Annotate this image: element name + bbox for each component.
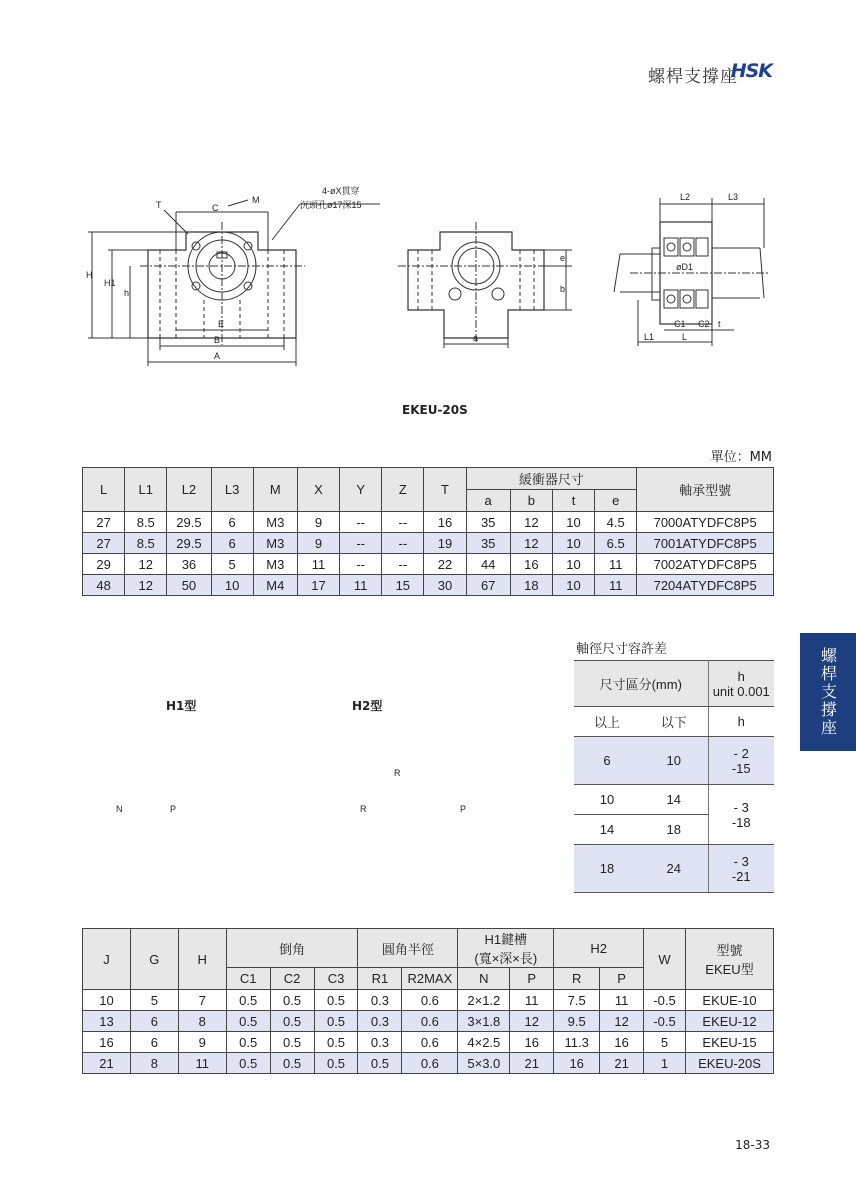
dim-label-l2: L2 bbox=[680, 192, 691, 202]
tol-head-range: 尺寸區分(mm) bbox=[574, 661, 708, 707]
dim-label-h: H bbox=[86, 270, 93, 280]
technical-drawings bbox=[0, 0, 856, 420]
table-cell: 11 bbox=[510, 990, 554, 1011]
table-cell: 9 bbox=[297, 512, 339, 533]
col-header-bearing: 軸承型號 bbox=[637, 468, 774, 512]
dim-label-h-small: h bbox=[124, 288, 130, 298]
table-cell: EKEU-12 bbox=[686, 1011, 774, 1032]
tol-sub-h: h bbox=[708, 707, 774, 737]
col-header-model: 型號 EKEU型 bbox=[686, 929, 774, 990]
dim-label-m: M bbox=[252, 195, 260, 205]
col-header: X bbox=[297, 468, 339, 512]
dim-label-od1: øD1 bbox=[676, 262, 694, 272]
table-cell: 12 bbox=[510, 512, 552, 533]
table-row bbox=[83, 1032, 774, 1053]
table-cell: 29.5 bbox=[167, 512, 211, 533]
table-cell: 0.6 bbox=[402, 1053, 458, 1074]
table-cell: 22 bbox=[424, 554, 466, 575]
col-subheader: P bbox=[510, 968, 554, 990]
table-cell: 0.5 bbox=[314, 1011, 358, 1032]
table-cell: 13 bbox=[83, 1011, 131, 1032]
table-cell: 35 bbox=[466, 512, 510, 533]
col-subheader: R1 bbox=[358, 968, 402, 990]
tol-sub-to: 以下 bbox=[640, 707, 708, 737]
table-cell: 10 bbox=[552, 554, 594, 575]
table-cell: 7204ATYDFC8P5 bbox=[637, 575, 774, 596]
dimension-table bbox=[82, 467, 774, 596]
h2-type-title: H2型 bbox=[352, 699, 383, 713]
tol-cell-h-merged: - 3 -18 bbox=[708, 785, 774, 845]
dim-label-e-center: e bbox=[560, 253, 566, 263]
table-cell: 16 bbox=[83, 1032, 131, 1053]
table-cell: 67 bbox=[466, 575, 510, 596]
table-cell: 5 bbox=[211, 554, 253, 575]
table-cell: 27 bbox=[83, 512, 125, 533]
tol-sub-from: 以上 bbox=[574, 707, 640, 737]
col-group-chamfer: 倒角 bbox=[226, 929, 358, 968]
front-view-drawing bbox=[88, 200, 380, 366]
table-cell: 29.5 bbox=[167, 533, 211, 554]
table-cell: 21 bbox=[600, 1053, 644, 1074]
table-cell: 10 bbox=[552, 533, 594, 554]
table-cell: 0.6 bbox=[402, 1032, 458, 1053]
dim-label-a-center: a bbox=[473, 333, 479, 343]
table-row bbox=[83, 554, 774, 575]
dim-label-h1: H1 bbox=[104, 278, 116, 288]
table-cell: 17 bbox=[297, 575, 339, 596]
table-cell: 35 bbox=[466, 533, 510, 554]
table-cell: 27 bbox=[83, 533, 125, 554]
table-cell: 0.3 bbox=[358, 1032, 402, 1053]
table-cell: -- bbox=[340, 512, 382, 533]
label-p-h1: P bbox=[170, 804, 177, 814]
table-cell: 11 bbox=[595, 554, 637, 575]
tol-cell: 14 bbox=[574, 815, 640, 845]
table-cell: -- bbox=[340, 533, 382, 554]
tol-head-h: h unit 0.001 bbox=[708, 661, 774, 707]
table-row bbox=[83, 1011, 774, 1032]
col-header: Y bbox=[340, 468, 382, 512]
table-cell: 10 bbox=[552, 512, 594, 533]
table-cell: 5 bbox=[644, 1032, 686, 1053]
table-cell: 16 bbox=[600, 1032, 644, 1053]
table-cell: 8 bbox=[178, 1011, 226, 1032]
col-header: L3 bbox=[211, 468, 253, 512]
center-view-drawing bbox=[398, 222, 572, 348]
table-cell: -- bbox=[340, 554, 382, 575]
table-cell: 7000ATYDFC8P5 bbox=[637, 512, 774, 533]
dim-label-l1: L1 bbox=[644, 332, 655, 342]
table-cell: 29 bbox=[83, 554, 125, 575]
col-subheader: b bbox=[510, 490, 552, 512]
table-cell: EKUE-10 bbox=[686, 990, 774, 1011]
table-cell: M3 bbox=[253, 512, 297, 533]
table-cell: 12 bbox=[510, 533, 552, 554]
table-cell: -- bbox=[382, 533, 424, 554]
col-header: T bbox=[424, 468, 466, 512]
side-tab-label: 螺桿支撐座 bbox=[818, 647, 838, 737]
col-header: L bbox=[83, 468, 125, 512]
page-number: 18-33 bbox=[735, 1138, 770, 1152]
tol-cell-h: - 3 -21 bbox=[708, 845, 774, 893]
table-cell: 0.5 bbox=[270, 1032, 314, 1053]
table-row bbox=[83, 990, 774, 1011]
unit-label: 單位：MM bbox=[710, 450, 772, 465]
table-cell: 9 bbox=[297, 533, 339, 554]
table-cell: 8 bbox=[130, 1053, 178, 1074]
tol-cell: 10 bbox=[640, 737, 708, 785]
note-counterbore: 沉頭孔ø17深15 bbox=[300, 200, 362, 210]
h1-type-title: H1型 bbox=[166, 699, 197, 713]
table-cell: -- bbox=[382, 512, 424, 533]
page-header-title: 螺桿支撐座 bbox=[648, 67, 738, 87]
label-p-h2: P bbox=[460, 804, 467, 814]
table-cell: 4.5 bbox=[595, 512, 637, 533]
table-cell: 12 bbox=[125, 554, 167, 575]
col-header: H bbox=[178, 929, 226, 990]
table-cell: 7001ATYDFC8P5 bbox=[637, 533, 774, 554]
table-row bbox=[83, 575, 774, 596]
col-subheader: N bbox=[458, 968, 510, 990]
table-cell: 11.3 bbox=[554, 1032, 600, 1053]
col-subheader: R2MAX bbox=[402, 968, 458, 990]
table-cell: 5×3.0 bbox=[458, 1053, 510, 1074]
col-group-header: 緩衝器尺寸 bbox=[466, 468, 637, 490]
dim-label-b-center: b bbox=[560, 284, 566, 294]
col-header: J bbox=[83, 929, 131, 990]
label-r-vertical: R bbox=[394, 768, 401, 778]
table-cell: 12 bbox=[600, 1011, 644, 1032]
col-header: M bbox=[253, 468, 297, 512]
table-cell: 16 bbox=[554, 1053, 600, 1074]
tolerance-table bbox=[574, 660, 774, 893]
table-cell: 6 bbox=[211, 512, 253, 533]
dim-label-t-side: t bbox=[718, 319, 721, 329]
table-cell: 15 bbox=[382, 575, 424, 596]
tol-cell: 18 bbox=[574, 845, 640, 893]
table-cell: 0.5 bbox=[226, 1011, 270, 1032]
col-subheader: a bbox=[466, 490, 510, 512]
table-cell: 4×2.5 bbox=[458, 1032, 510, 1053]
label-r-horizontal: R bbox=[360, 804, 367, 814]
table-cell: 6.5 bbox=[595, 533, 637, 554]
dim-label-l3: L3 bbox=[728, 192, 739, 202]
table-cell: 12 bbox=[510, 1011, 554, 1032]
shaft-table bbox=[82, 928, 774, 1074]
table-cell: 50 bbox=[167, 575, 211, 596]
table-cell: 7002ATYDFC8P5 bbox=[637, 554, 774, 575]
table-cell: 12 bbox=[125, 575, 167, 596]
dim-label-t: T bbox=[156, 200, 162, 210]
table-cell: 0.5 bbox=[226, 1053, 270, 1074]
table-cell: 16 bbox=[510, 1032, 554, 1053]
table-cell: 19 bbox=[424, 533, 466, 554]
dim-label-b: B bbox=[214, 335, 221, 345]
table-cell: 6 bbox=[211, 533, 253, 554]
table-cell: 0.5 bbox=[314, 1053, 358, 1074]
dim-label-l: L bbox=[682, 332, 688, 342]
col-header-w: W bbox=[644, 929, 686, 990]
col-subheader: t bbox=[552, 490, 594, 512]
table-cell: 48 bbox=[83, 575, 125, 596]
table-cell: 10 bbox=[83, 990, 131, 1011]
col-subheader: R bbox=[554, 968, 600, 990]
table-row bbox=[83, 512, 774, 533]
table-cell: 3×1.8 bbox=[458, 1011, 510, 1032]
table-cell: M3 bbox=[253, 533, 297, 554]
tol-cell: 14 bbox=[640, 785, 708, 815]
table-cell: 5 bbox=[130, 990, 178, 1011]
table-cell: 2×1.2 bbox=[458, 990, 510, 1011]
table-cell: 0.5 bbox=[314, 990, 358, 1011]
tol-cell: 18 bbox=[640, 815, 708, 845]
tol-cell: 10 bbox=[574, 785, 640, 815]
table-cell: 7 bbox=[178, 990, 226, 1011]
table-cell: 11 bbox=[340, 575, 382, 596]
dim-label-e: E bbox=[218, 319, 225, 329]
table-cell: 8.5 bbox=[125, 512, 167, 533]
table-cell: 0.5 bbox=[270, 1053, 314, 1074]
tolerance-title: 軸徑尺寸容許差 bbox=[576, 642, 668, 657]
tol-cell: 24 bbox=[640, 845, 708, 893]
table-cell: 16 bbox=[510, 554, 552, 575]
drawing-caption: EKEU-20S bbox=[402, 403, 468, 417]
table-cell: 0.3 bbox=[358, 990, 402, 1011]
table-cell: 11 bbox=[595, 575, 637, 596]
table-cell: EKEU-15 bbox=[686, 1032, 774, 1053]
table-cell: 0.6 bbox=[402, 1011, 458, 1032]
table-cell: 6 bbox=[130, 1011, 178, 1032]
table-row bbox=[83, 1053, 774, 1074]
col-header: Z bbox=[382, 468, 424, 512]
table-cell: 0.5 bbox=[270, 1011, 314, 1032]
table-cell: 0.5 bbox=[226, 1032, 270, 1053]
table-cell: 0.6 bbox=[402, 990, 458, 1011]
col-subheader: P bbox=[600, 968, 644, 990]
table-cell: 0.5 bbox=[314, 1032, 358, 1053]
col-header: L1 bbox=[125, 468, 167, 512]
table-cell: 36 bbox=[167, 554, 211, 575]
note-through-hole: 4-øX貫穿 bbox=[322, 186, 360, 196]
table-cell: -0.5 bbox=[644, 1011, 686, 1032]
table-cell: 0.5 bbox=[270, 990, 314, 1011]
table-cell: 11 bbox=[600, 990, 644, 1011]
table-cell: 11 bbox=[297, 554, 339, 575]
table-cell: 21 bbox=[510, 1053, 554, 1074]
table-cell: 30 bbox=[424, 575, 466, 596]
table-cell: 7.5 bbox=[554, 990, 600, 1011]
table-cell: 11 bbox=[178, 1053, 226, 1074]
table-cell: -- bbox=[382, 554, 424, 575]
table-cell: 8.5 bbox=[125, 533, 167, 554]
col-group-radius: 圓角半徑 bbox=[358, 929, 458, 968]
col-subheader: C3 bbox=[314, 968, 358, 990]
table-cell: 0.5 bbox=[226, 990, 270, 1011]
dim-label-a: A bbox=[214, 351, 221, 361]
col-group-keyway: H1鍵槽 (寬×深×長) bbox=[458, 929, 554, 968]
tol-cell: 6 bbox=[574, 737, 640, 785]
table-cell: 0.3 bbox=[358, 1011, 402, 1032]
table-cell: 18 bbox=[510, 575, 552, 596]
table-cell: EKEU-20S bbox=[686, 1053, 774, 1074]
dim-label-c: C bbox=[212, 203, 219, 213]
dim-label-c2: C2 bbox=[698, 319, 710, 329]
table-row bbox=[83, 533, 774, 554]
table-cell: M3 bbox=[253, 554, 297, 575]
side-section-tab[interactable] bbox=[800, 633, 856, 751]
col-header: L2 bbox=[167, 468, 211, 512]
table-cell: 10 bbox=[211, 575, 253, 596]
col-subheader: C1 bbox=[226, 968, 270, 990]
table-cell: 6 bbox=[130, 1032, 178, 1053]
table-cell: 21 bbox=[83, 1053, 131, 1074]
col-subheader: e bbox=[595, 490, 637, 512]
table-cell: 10 bbox=[552, 575, 594, 596]
side-view-drawing bbox=[614, 198, 770, 346]
col-header: G bbox=[130, 929, 178, 990]
label-n: N bbox=[116, 804, 123, 814]
table-cell: 44 bbox=[466, 554, 510, 575]
tol-cell-h: - 2 -15 bbox=[708, 737, 774, 785]
table-cell: 1 bbox=[644, 1053, 686, 1074]
col-subheader: C2 bbox=[270, 968, 314, 990]
table-cell: 0.5 bbox=[358, 1053, 402, 1074]
table-cell: -0.5 bbox=[644, 990, 686, 1011]
table-cell: 16 bbox=[424, 512, 466, 533]
table-cell: 9.5 bbox=[554, 1011, 600, 1032]
table-cell: M4 bbox=[253, 575, 297, 596]
brand-logo: HSK bbox=[730, 60, 772, 82]
table-cell: 9 bbox=[178, 1032, 226, 1053]
dim-label-c1: C1 bbox=[674, 319, 686, 329]
col-group-h2: H2 bbox=[554, 929, 644, 968]
